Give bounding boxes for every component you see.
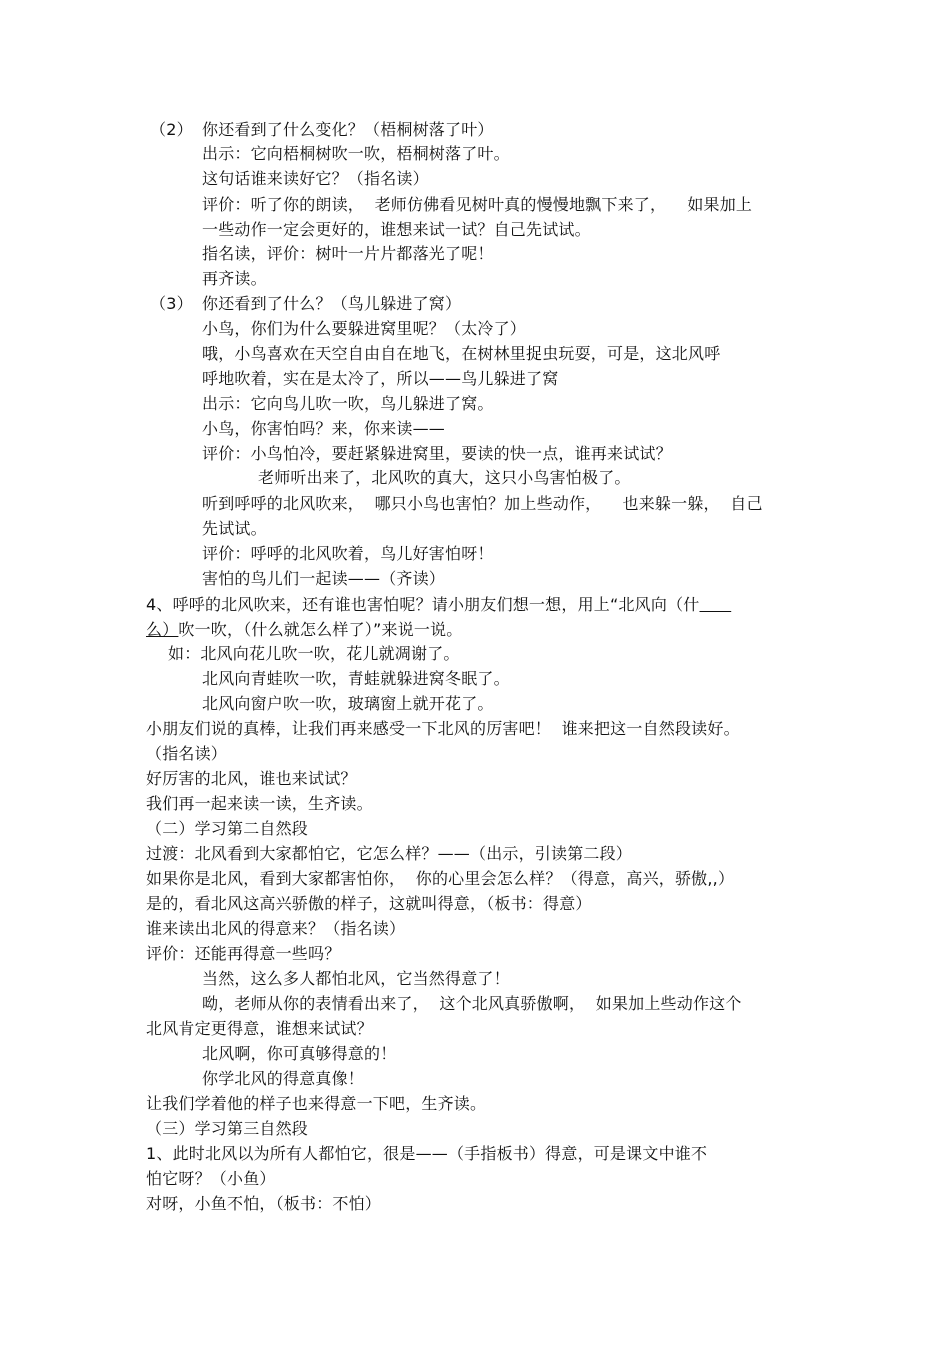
text-line: 小朋友们说的真棒，让我们再来感受一下北风的厉害吧！ 谁来把这一自然段读好。 [146,719,740,738]
text-line: 小鸟，你们为什么要躲进窝里呢？（太冷了） [202,319,527,338]
underlined-text: 么） [146,620,179,639]
text-line: 听到呼呼的北风吹来， 哪只小鸟也害怕？加上些动作， 也来躲一躲， 自己 [202,494,763,513]
text-line: 老师听出来了，北风吹的真大，这只小鸟害怕极了。 [258,468,631,487]
text-line: 怕它呀？（小鱼） [146,1169,276,1188]
text-line: 评价：小鸟怕冷，要赶紧躲进窝里，要读的快一点，谁再来试试？ [202,444,672,463]
text-line: 如：北风向花儿吹一吹，花儿就凋谢了。 [168,644,460,663]
text-line: （指名读） [146,744,228,763]
text-line: 当然，这么多人都怕北风，它当然得意了！ [202,969,510,988]
text-line: 评价：还能再得意一些吗？ [146,944,341,963]
text-line: 如果你是北风，看到大家都害怕你， 你的心里会怎么样？（得意，高兴，骄傲,,） [146,869,735,888]
text-line [146,594,731,616]
text-line: 好厉害的北风，谁也来试试？ [146,769,357,788]
text-line: 你学北风的得意真像！ [202,1069,365,1088]
item-number-3: （3） [150,294,193,313]
text-line: 出示：它向鸟儿吹一吹，鸟儿躲进了窝。 [202,394,494,413]
section-heading: （二）学习第二自然段 [146,819,309,838]
text-line: 先试试。 [202,519,267,538]
question-line: 你还看到了什么？（鸟儿躲进了窝） [202,294,462,313]
text-segment: 4、呼呼的北风吹来，还有谁也害怕呢？请小朋友们想一想，用上“北风向（什 [146,595,700,614]
text-line: 对呀，小鱼不怕，（板书：不怕） [146,1194,382,1213]
text-line: 1、此时北风以为所有人都怕它，很是——（手指板书）得意，可是课文中谁不 [146,1144,708,1163]
text-segment: 吹一吹，（什么就怎么样了）”来说一说。 [178,620,463,639]
section-heading: （三）学习第三自然段 [146,1119,309,1138]
text-line: 谁来读出北风的得意来？（指名读） [146,919,406,938]
text-line: 北风向窗户吹一吹，玻璃窗上就开花了。 [202,694,494,713]
text-line: 评价：听了你的朗读， 老师仿佛看见树叶真的慢慢地飘下来了， 如果加上 [202,195,753,214]
text-line: 再齐读。 [202,269,267,288]
text-line: 这句话谁来读好它？（指名读） [202,169,429,188]
text-line: 呦，老师从你的表情看出来了， 这个北风真骄傲啊， 如果加上些动作这个 [202,994,742,1013]
text-line: 让我们学着他的样子也来得意一下吧，生齐读。 [146,1094,487,1113]
text-line [146,619,463,641]
text-line: 一些动作一定会更好的，谁想来试一试？自己先试试。 [202,220,591,239]
text-line: 是的，看北风这高兴骄傲的样子，这就叫得意，（板书：得意） [146,894,592,913]
text-line: 北风啊，你可真够得意的！ [202,1044,397,1063]
text-line: 害怕的鸟儿们一起读——（齐读） [202,569,446,588]
text-line: 指名读，评价：树叶一片片都落光了呢！ [202,244,494,263]
item-number-2: （2） [150,120,193,139]
text-line: 出示：它向梧桐树吹一吹，梧桐树落了叶。 [202,144,510,163]
text-line: 我们再一起来读一读，生齐读。 [146,794,373,813]
question-line: 你还看到了什么变化？（梧桐树落了叶） [202,120,494,139]
text-line: 小鸟，你害怕吗？来，你来读—— [202,419,446,438]
text-line: 哦，小鸟喜欢在天空自由自在地飞，在树林里捉虫玩耍，可是，这北风呼 [202,344,721,363]
text-line: 北风向青蛙吹一吹，青蛙就躲进窝冬眠了。 [202,669,510,688]
text-line: 评价：呼呼的北风吹着，鸟儿好害怕呀！ [202,544,494,563]
text-line: 过渡：北风看到大家都怕它，它怎么样？——（出示，引读第二段） [146,844,633,863]
text-line: 北风肯定更得意，谁想来试试？ [146,1019,373,1038]
text-line: 呼地吹着，实在是太冷了，所以——鸟儿躲进了窝 [202,369,559,388]
underlined-blank [699,595,731,614]
